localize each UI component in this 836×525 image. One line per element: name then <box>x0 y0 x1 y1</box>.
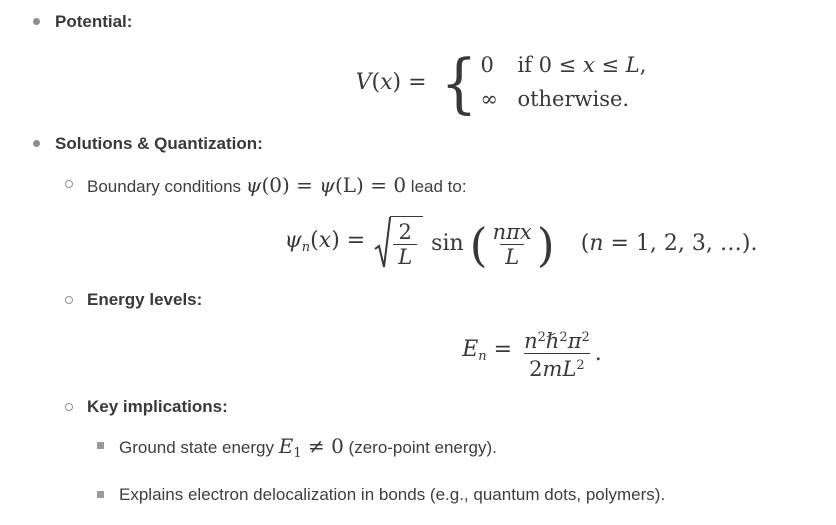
math-token: π <box>567 329 582 353</box>
math-token: 2 <box>559 330 568 345</box>
bullet-circle-icon <box>65 180 73 188</box>
math-token: ℏ <box>545 329 560 353</box>
ground-state-text: (zero-point energy). <box>343 438 497 457</box>
math-token: 0 <box>480 53 494 77</box>
math-token: ( <box>580 231 590 256</box>
big-paren-right-icon: ) <box>536 218 555 272</box>
boundary-text: Boundary conditions <box>87 177 246 196</box>
bullet-disc-icon <box>33 140 40 147</box>
math-token: (L) = 0 <box>334 173 407 197</box>
bullet-item-delocalization <box>97 482 836 508</box>
bullet-item-ground-state <box>97 433 836 467</box>
square-root <box>374 216 423 272</box>
math-token: V <box>355 69 372 95</box>
bullet-item-solutions <box>33 132 836 155</box>
math-token: ( <box>371 69 381 95</box>
bullet-square-icon <box>97 442 104 449</box>
math-token: n <box>589 231 604 256</box>
math-token: ∞ <box>480 87 498 111</box>
math-token: ≠ 0 <box>301 434 344 458</box>
math-token: ψ <box>245 173 262 197</box>
potential-label: Potential: <box>55 12 133 31</box>
cases-body <box>480 53 646 112</box>
math-token: = <box>486 337 520 362</box>
math-token: x <box>380 69 393 95</box>
math-token: n <box>301 239 311 255</box>
math-token: ) = <box>331 227 373 253</box>
math-token: x <box>582 53 595 77</box>
math-token: mL <box>542 357 577 381</box>
math-token: = 1, 2, 3, …). <box>603 231 758 256</box>
math-token: if 0 ≤ <box>517 53 583 77</box>
bullet-item-energy <box>65 288 836 311</box>
bullet-circle-icon <box>65 403 73 411</box>
energy-equation <box>114 326 836 381</box>
fraction <box>488 220 537 269</box>
sin-function-label: sin <box>431 231 464 256</box>
math-token: = <box>401 69 434 95</box>
math-token: ( <box>310 227 319 253</box>
boundary-text: lead to: <box>406 177 467 196</box>
math-token: 1 <box>293 446 302 461</box>
math-token: 2 <box>537 330 546 345</box>
math-token: x <box>318 227 332 253</box>
math-token: n <box>524 329 538 353</box>
math-token: 2 <box>581 330 590 345</box>
math-token: ) <box>392 69 402 95</box>
math-token: otherwise. <box>517 87 630 111</box>
ground-state-text: Ground state energy <box>119 438 279 457</box>
math-token: 2 <box>576 358 585 373</box>
bullet-circle-icon <box>65 296 73 304</box>
bullet-item-boundary <box>65 172 836 200</box>
delocalization-text: Explains electron delocalization in bonds (e.g., quantum dots, polymers). <box>119 485 666 504</box>
math-token: L <box>500 244 524 269</box>
math-token: 2 <box>529 357 543 381</box>
math-token: E <box>278 434 294 458</box>
math-token: 2 <box>398 220 412 244</box>
potential-cases-equation <box>83 44 836 121</box>
math-token: L <box>393 244 417 269</box>
math-token: ψ <box>319 173 335 197</box>
fraction <box>519 326 595 381</box>
math-token: ≤ <box>594 53 626 77</box>
energy-label: Energy levels: <box>87 290 203 309</box>
bullet-disc-icon <box>33 18 40 25</box>
implications-label: Key implications: <box>87 397 228 416</box>
math-token: , <box>639 53 647 77</box>
solutions-label: Solutions & Quantization: <box>55 134 263 153</box>
math-token: E <box>462 337 479 362</box>
math-token: nπx <box>492 219 532 244</box>
math-token: L <box>625 53 640 77</box>
bullet-item-potential <box>33 10 836 33</box>
wavefunction-equation <box>103 216 836 272</box>
bullet-item-implications <box>65 395 836 418</box>
big-paren-left-icon: ( <box>469 218 488 272</box>
sqrt-radical-icon <box>374 216 391 272</box>
bullet-square-icon <box>97 491 104 498</box>
math-token: . <box>594 340 602 366</box>
fraction <box>393 220 417 269</box>
math-token: n <box>478 349 487 364</box>
cases-brace-icon: { <box>440 44 478 121</box>
math-token: ψ <box>284 227 302 253</box>
math-token: (0) = <box>261 173 320 197</box>
